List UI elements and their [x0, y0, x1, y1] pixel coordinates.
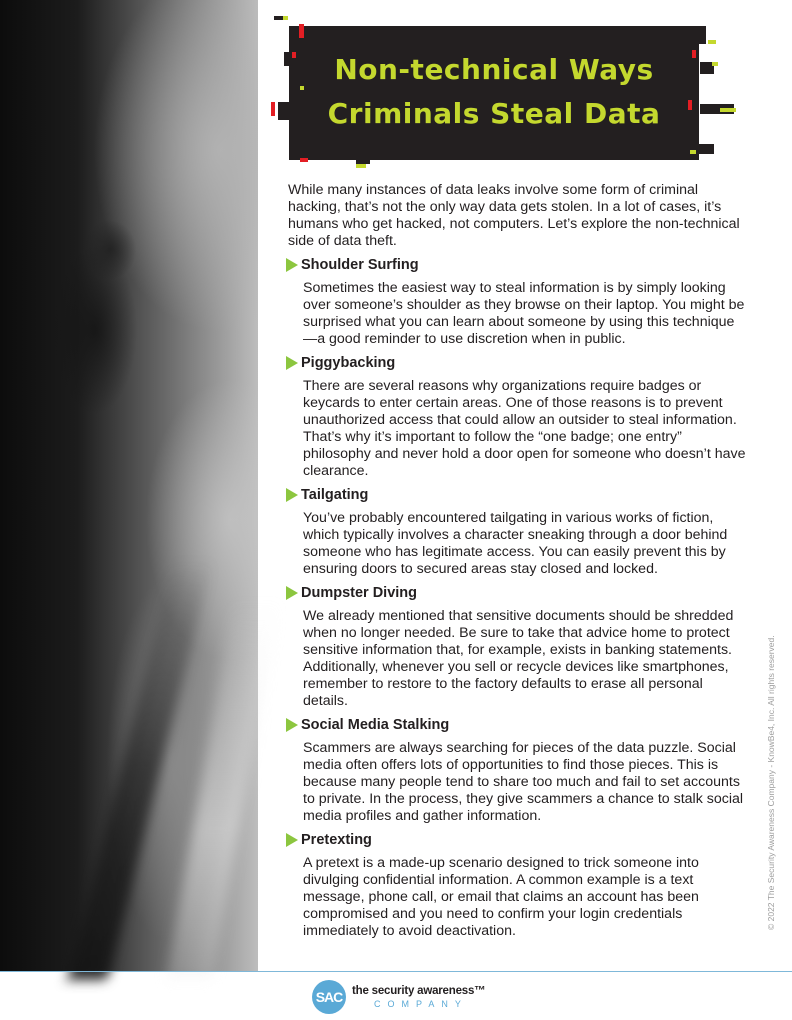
logo-wordmark: [352, 985, 485, 1010]
section-title: Pretexting: [301, 832, 372, 848]
logo-subtitle: COMPANY: [374, 998, 468, 1009]
section-title: Dumpster Diving: [301, 585, 418, 601]
section-heading: [286, 831, 748, 849]
section-heading: [286, 486, 748, 504]
section-text: Scammers are always searching for pieces of the data puzzle. Social media often offers lots of opportunities to find those pieces. This is because many people tend to share too much and fail to set accounts to private. In the process, they give scammers a chance to stalk social media profiles and gather information.: [303, 740, 744, 824]
footer-divider: [0, 971, 792, 972]
section-text: There are several reasons why organizations require badges or keycards to enter certain areas. One of those reasons is to prevent unauthorized access that could allow an outsider to steal information. That’s why it’s important to follow the “one badge; one entry” philosophy and never hold a door open for someone who doesn’t have clearance.: [303, 378, 746, 479]
section-social-media-stalking: [288, 716, 748, 825]
triangle-bullet-icon: [286, 586, 298, 600]
section-heading: [286, 716, 748, 734]
logo-name: the security awareness™: [352, 984, 486, 997]
title-line-2: Criminals Steal Data: [327, 97, 661, 130]
triangle-bullet-icon: [286, 258, 298, 272]
section-pretexting: [288, 831, 748, 940]
section-piggybacking: [288, 354, 748, 480]
section-dumpster-diving: [288, 584, 748, 710]
section-title: Piggybacking: [301, 355, 396, 371]
triangle-bullet-icon: [286, 833, 298, 847]
hero-photo: [0, 0, 258, 972]
sac-logo-icon: SAC: [312, 980, 346, 1014]
section-title: Tailgating: [301, 487, 369, 503]
section-heading: [286, 354, 748, 372]
section-heading: [286, 256, 748, 274]
section-text: Sometimes the easiest way to steal information is by simply looking over someone’s shoulder as they browse on their laptop. You might be surprised what you can learn about someone by using this technique—a good reminder to use discretion when in public.: [303, 280, 745, 347]
article-body: [288, 182, 748, 946]
triangle-bullet-icon: [286, 718, 298, 732]
section-text: You’ve probably encountered tailgating in various works of fiction, which typically involves a character sneaking through a door behind someone who has legitimate access. You can easily prevent this by ensuring doors to secured areas stay closed and locked.: [303, 510, 728, 577]
section-text: A pretext is a made-up scenario designed to trick someone into divulging confidential information. A common example is a text message, phone call, or email that claims an account has been compromised and you need to confirm your login credentials immediately to avoid deactivation.: [303, 855, 699, 939]
section-title: Social Media Stalking: [301, 717, 450, 733]
title-line-1: Non-technical Ways: [334, 53, 654, 86]
triangle-bullet-icon: [286, 356, 298, 370]
company-logo: [312, 980, 485, 1014]
section-text: We already mentioned that sensitive documents should be shredded when no longer needed. Be sure to take that advice home to protect sensitive information that, for example, exists in banking statements. Additionally, whenever you sell or recycle devices like smartphones, remember to restore to the factory defaults to erase all personal details.: [303, 608, 734, 709]
copyright-notice: © 2022 The Security Awareness Company - KnowBe4, Inc. All rights reserved.: [766, 635, 776, 930]
section-heading: [286, 584, 748, 602]
section-tailgating: [288, 486, 748, 578]
intro-paragraph: While many instances of data leaks involve some form of criminal hacking, that’s not the only way data gets stolen. In a lot of cases, it’s humans who get hacked, not computers. Let’s explore the non-technical side of data theft.: [288, 182, 740, 249]
section-shoulder-surfing: [288, 256, 748, 348]
triangle-bullet-icon: [286, 488, 298, 502]
page-title: [289, 48, 699, 136]
section-title: Shoulder Surfing: [301, 257, 419, 273]
